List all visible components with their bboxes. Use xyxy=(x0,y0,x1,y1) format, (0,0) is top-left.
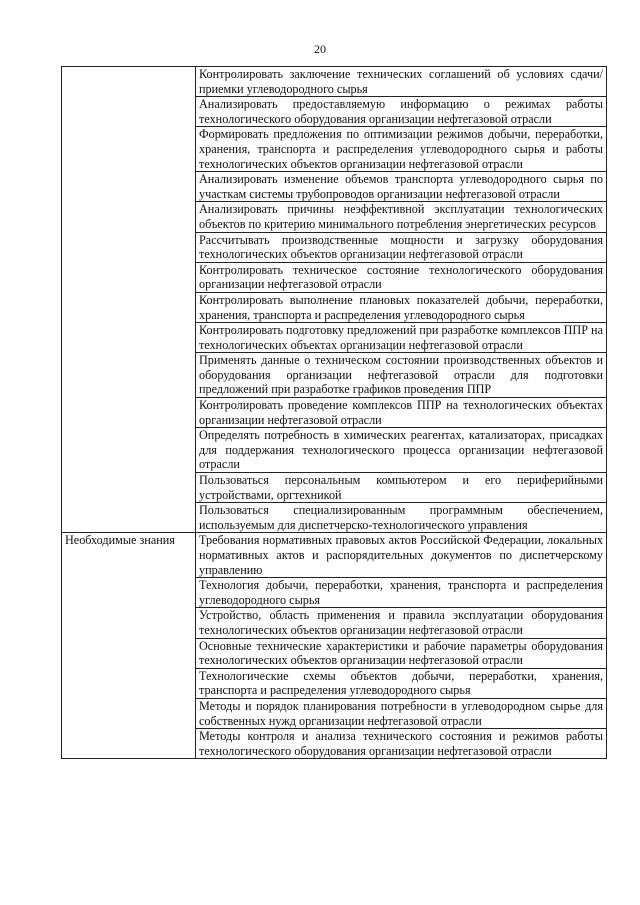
table-row xyxy=(62,67,607,97)
knowledge-item: Методы контроля и анализа технического состояния и режимов работы технологического оборудования организации нефтегазовой отрасли xyxy=(196,729,607,759)
skill-item: Контролировать выполнение плановых показателей добычи, переработки, хранения, транспорта и распределения углеводородного сырья xyxy=(196,292,607,322)
skill-item: Применять данные о техническом состоянии производственных объектов и оборудования организации нефтегазовой отрасли для подготовки предложений при разработке графиков проведения ППР xyxy=(196,353,607,398)
skill-item: Анализировать изменение объемов транспорта углеводородного сырья по участкам системы трубопроводов организации нефтегазовой отрасли xyxy=(196,172,607,202)
knowledge-item: Требования нормативных правовых актов Российской Федерации, локальных нормативных актов и распорядительных документов по диспетчерскому управлению xyxy=(196,533,607,578)
knowledge-item: Технология добычи, переработки, хранения, транспорта и распределения углеводородного сырья xyxy=(196,578,607,608)
skills-label-cell xyxy=(62,67,196,533)
skill-item: Контролировать подготовку предложений при разработке комплексов ППР на технологических объектах организации нефтегазовой отрасли xyxy=(196,323,607,353)
skill-item: Контролировать проведение комплексов ППР на технологических объектах организации нефтегазовой отрасли xyxy=(196,398,607,428)
knowledge-item: Устройство, область применения и правила эксплуатации оборудования технологических объектов организации нефтегазовой отрасли xyxy=(196,608,607,638)
skill-item: Пользоваться персональным компьютером и его периферийными устройствами, оргтехникой xyxy=(196,473,607,503)
page-number: 20 xyxy=(314,42,326,56)
knowledge-item: Методы и порядок планирования потребности в углеводородном сырье для собственных нужд организации нефтегазовой отрасли xyxy=(196,698,607,728)
skill-item: Рассчитывать производственные мощности и загрузку оборудования технологических объектов организации нефтегазовой отрасли xyxy=(196,232,607,262)
skill-item: Контролировать техническое состояние технологического оборудования организации нефтегазовой отрасли xyxy=(196,262,607,292)
skill-item: Анализировать причины неэффективной эксплуатации технологических объектов по критерию минимального потребления энергетических ресурсов xyxy=(196,202,607,232)
knowledge-item: Основные технические характеристики и рабочие параметры оборудования технологических объектов организации нефтегазовой отрасли xyxy=(196,638,607,668)
skill-item: Формировать предложения по оптимизации режимов добычи, переработки, хранения, транспорта и распределения углеводородного сырья и работы технологических объектов организации нефтегазовой отрасли xyxy=(196,127,607,172)
table-row xyxy=(62,533,607,578)
knowledge-item: Технологические схемы объектов добычи, переработки, хранения, транспорта и распределения углеводородного сырья xyxy=(196,668,607,698)
competency-table xyxy=(61,66,607,759)
skill-item: Контролировать заключение технических соглашений об условиях сдачи/приемки углеводородного сырья xyxy=(196,67,607,97)
skill-item: Определять потребность в химических реагентах, катализаторах, присадках для поддержания технологического процесса организации нефтегазовой отрасли xyxy=(196,428,607,473)
skill-item: Пользоваться специализированным программным обеспечением, используемым для диспетчерско-технологического управления xyxy=(196,503,607,533)
knowledge-label: Необходимые знания xyxy=(62,533,196,759)
skill-item: Анализировать предоставляемую информацию о режимах работы технологического оборудования организации нефтегазовой отрасли xyxy=(196,97,607,127)
